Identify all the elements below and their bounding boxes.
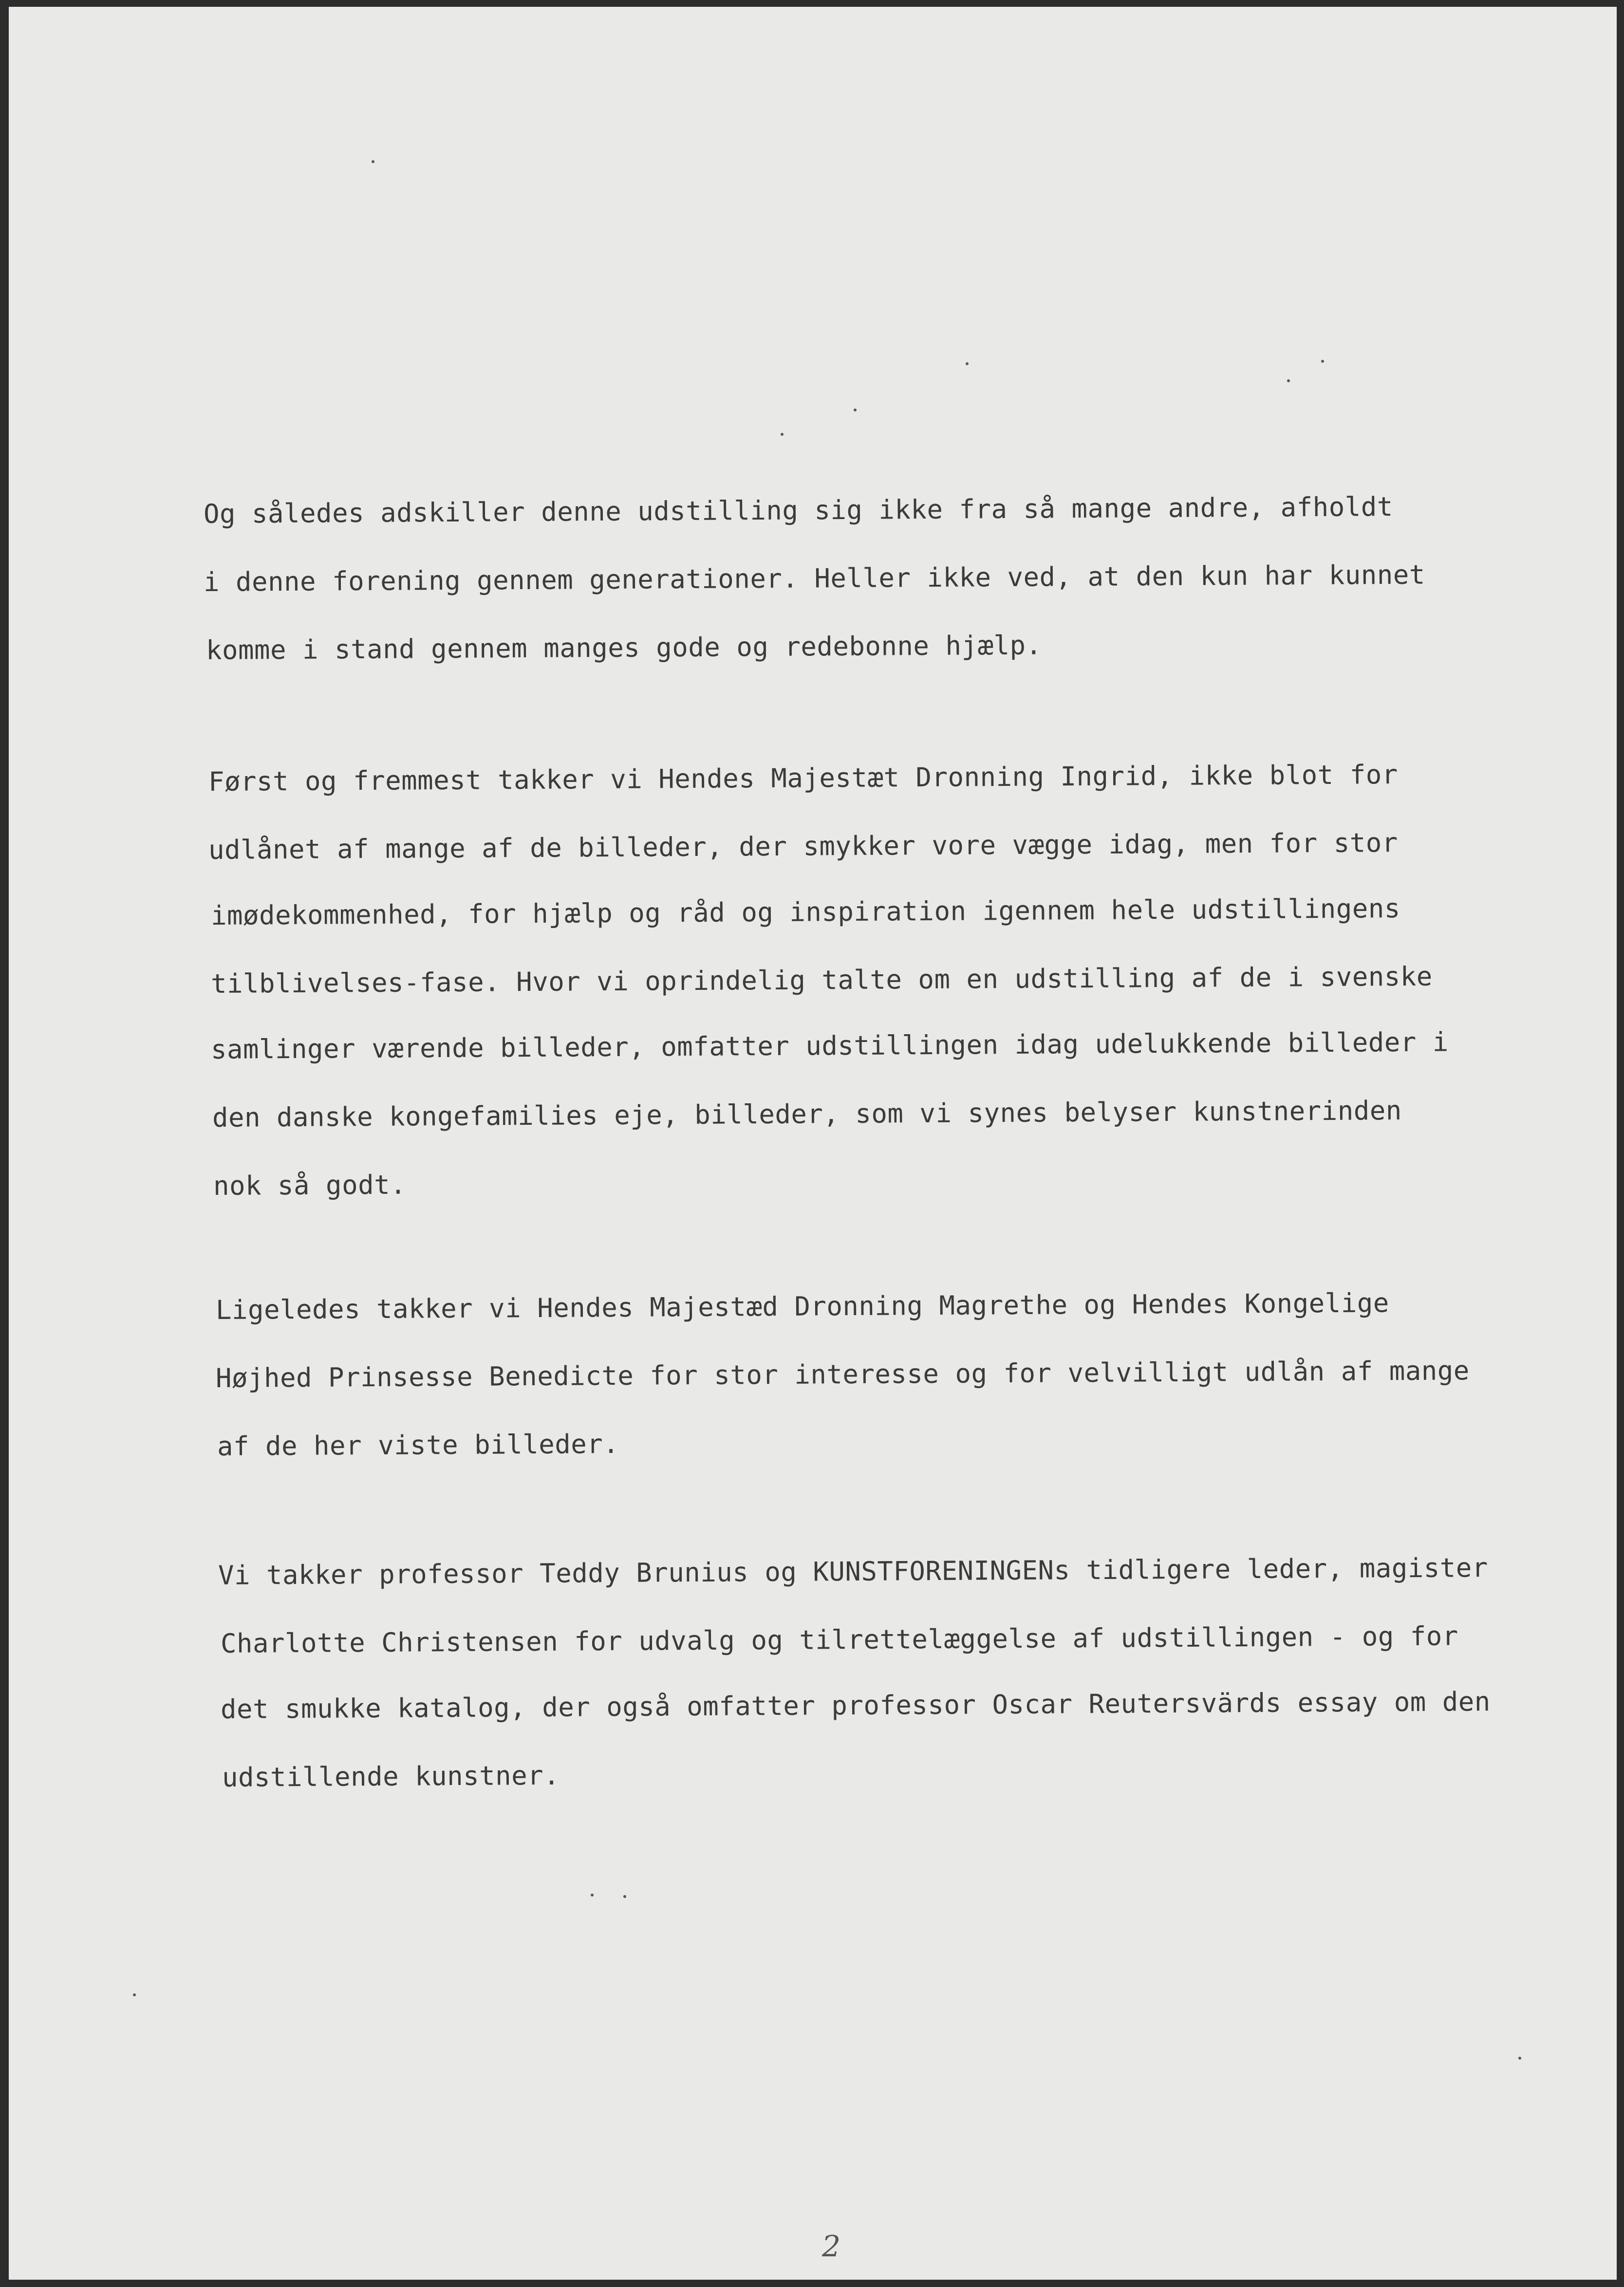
text-line: Ligeledes takker vi Hendes Majestæd Dronning Magrethe og Hendes Kongelige xyxy=(215,1287,1389,1325)
text-line: Charlotte Christensen for udvalg og tilrettelæggelse af udstillingen - og for xyxy=(220,1620,1458,1659)
text-line: nok så godt. xyxy=(213,1169,407,1201)
text-line: den danske kongefamilies eje, billeder, som vi synes belyser kunstnerinden xyxy=(212,1095,1402,1133)
paper-speck xyxy=(1287,379,1290,382)
text-line: Vi takker professor Teddy Brunius og KUNSTFORENINGENs tidligere leder, magister xyxy=(218,1552,1489,1591)
page-number: 2 xyxy=(822,2230,841,2264)
paper-speck xyxy=(1321,360,1324,363)
text-line: Højhed Prinsesse Benedicte for stor interesse og for velvilligt udlån af mange xyxy=(215,1355,1470,1394)
text-line: det smukke katalog, der også omfatter professor Oscar Reutersvärds essay om den xyxy=(220,1686,1491,1725)
text-line: udlånet af mange af de billeder, der smykker vore vægge idag, men for stor xyxy=(208,827,1398,865)
text-line: Og således adskiller denne udstilling sig ikke fra så mange andre, afholdt xyxy=(203,491,1393,529)
text-line: i denne forening gennem generationer. Heller ikke ved, at den kun har kunnet xyxy=(203,559,1425,597)
text-line: Først og fremmest takker vi Hendes Majestæt Dronning Ingrid, ikke blot for xyxy=(208,759,1398,797)
paper-speck xyxy=(1518,2057,1521,2060)
paper-speck xyxy=(623,1895,626,1898)
text-line: komme i stand gennem manges gode og redebonne hjælp. xyxy=(205,630,1042,666)
text-line: af de her viste billeder. xyxy=(217,1428,619,1462)
paper-speck xyxy=(591,1894,594,1897)
text-line: samlinger værende billeder, omfatter udstillingen idag udelukkende billeder i xyxy=(210,1026,1449,1065)
paper-speck xyxy=(966,362,969,365)
paper-speck xyxy=(781,433,784,436)
paper-speck xyxy=(133,1993,136,1996)
text-line: tilblivelses-fase. Hvor vi oprindelig talte om en udstilling af de i svenske xyxy=(210,961,1433,999)
text-line: udstillende kunstner. xyxy=(222,1760,560,1793)
document-page xyxy=(9,7,1617,2280)
text-line: imødekommenhed, for hjælp og råd og inspiration igennem hele udstillingens xyxy=(210,893,1400,931)
paper-speck xyxy=(854,409,857,411)
